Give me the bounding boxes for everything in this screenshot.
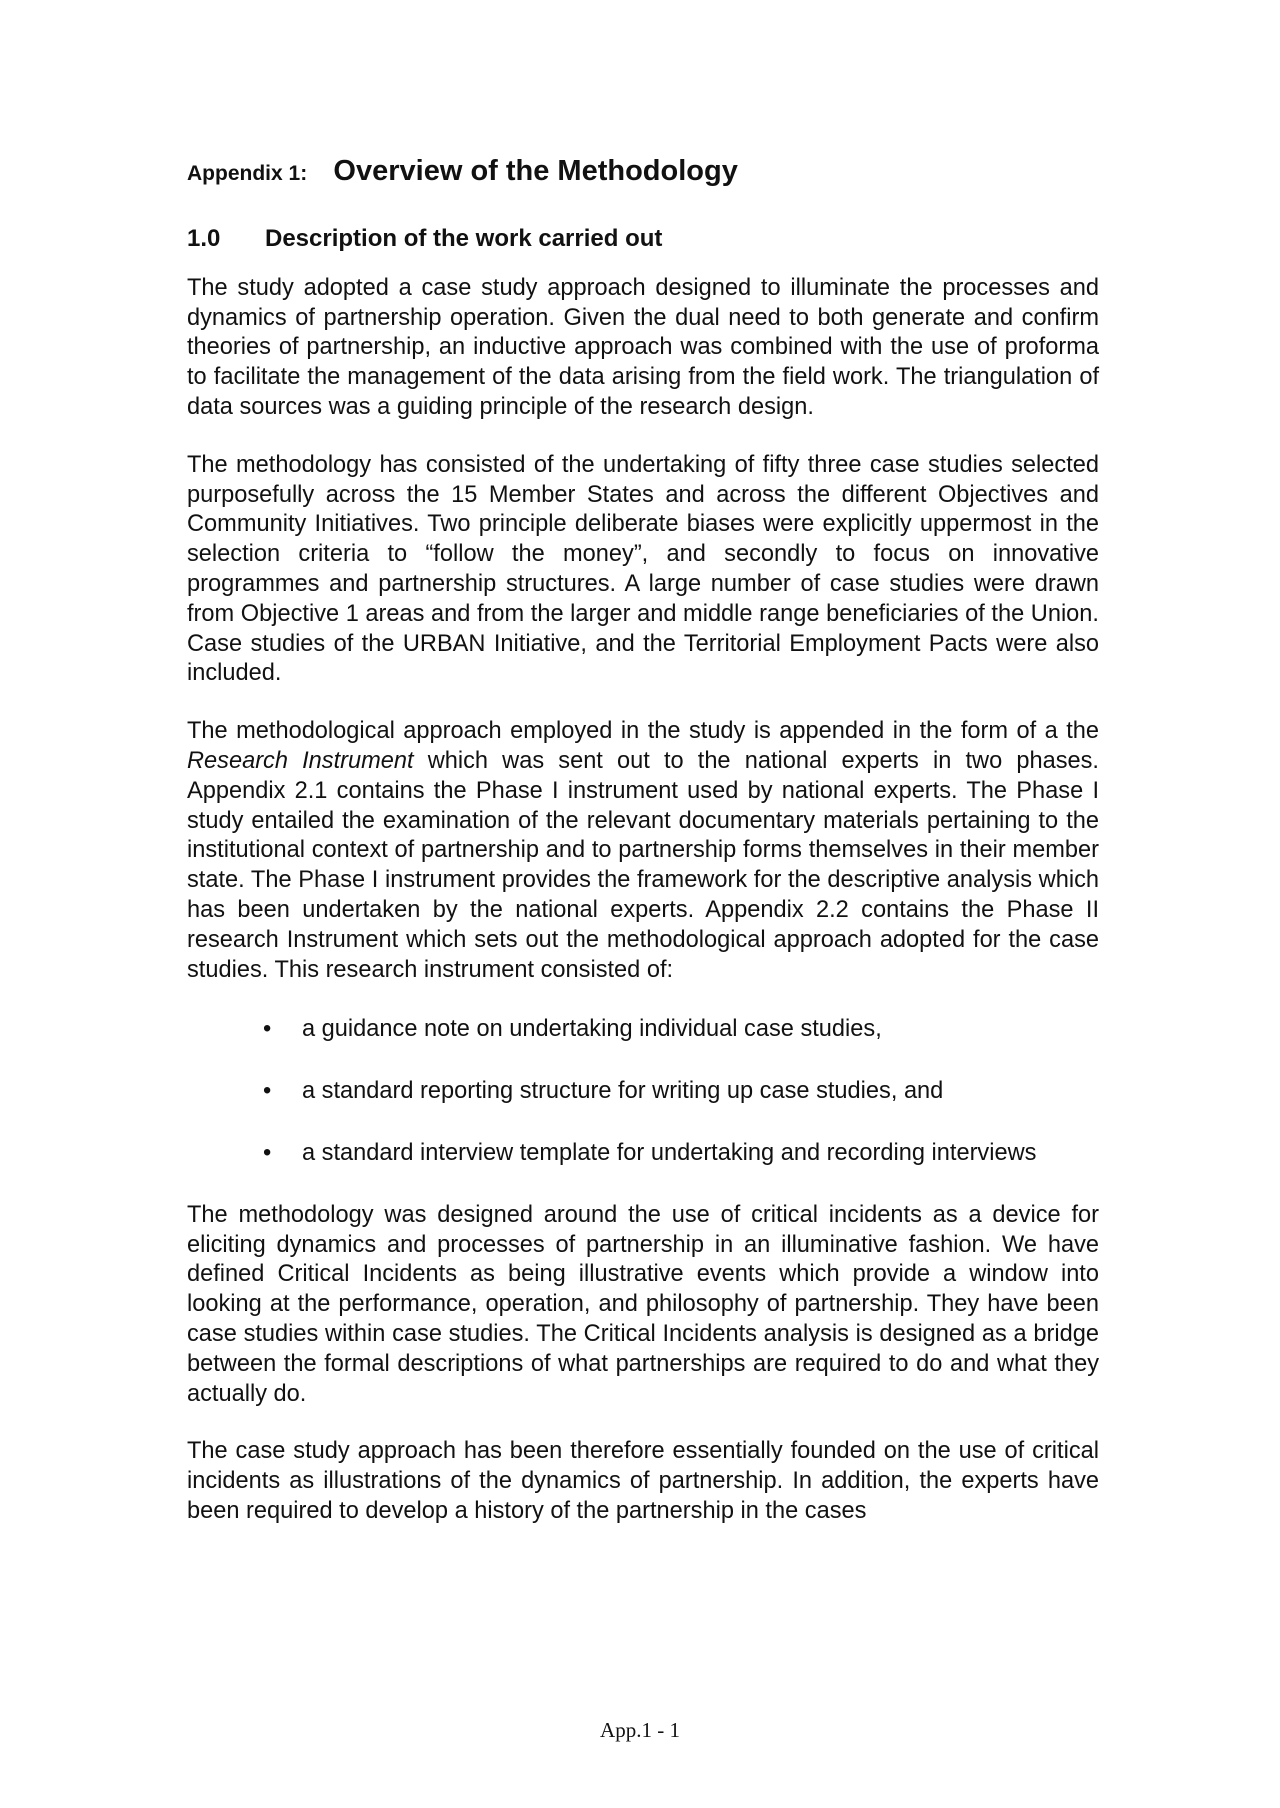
list-item [187, 1139, 1099, 1169]
paragraph-2: The methodology has consisted of the undertaking of fifty three case studies selected purposefully across the 15 Member States and across the different Objectives and Community Initiatives. Two principle deliberate biases were explicitly uppermost in the selection criteria to “follow the money”, and secondly to focus on innovative programmes and partnership structures. A large number of case studies were drawn from Objective 1 areas and from the larger and middle range beneficiaries of the Union. Case studies of the URBAN Initiative, and the Territorial Employment Pacts were also included. [187, 451, 1099, 687]
paragraph-3-end: which was sent out to the national experts in two phases. Appendix 2.1 contains the Phase I instrument used by national experts. The Phase I study entailed the examination of the relevant documentary materials pertaining to the institutional context of partnership and to partnership forms themselves in their member state. The Phase I instrument provides the framework for the descriptive analysis which has been undertaken by the national experts. Appendix 2.2 contains the Phase II research Instrument which sets out the methodological approach adopted for the case studies. This research instrument consisted of: [187, 747, 1099, 983]
page-footer: App.1 - 1 [600, 1718, 680, 1742]
section-number: 1.0 [187, 225, 221, 252]
paragraph-3-start: The methodological approach employed in the study is appended in the form of a the [187, 718, 1099, 745]
paragraph-3 [187, 717, 1099, 985]
appendix-prefix: Appendix 1 [187, 162, 301, 185]
bullet-marker: • [263, 1139, 272, 1166]
bullet-marker: • [263, 1016, 272, 1043]
bullet-marker: • [263, 1078, 272, 1105]
list-item [187, 1077, 1099, 1107]
appendix-colon: : [300, 162, 308, 185]
list-item-text: a standard interview template for undertaking and recording interviews [302, 1139, 1037, 1166]
appendix-heading [187, 150, 1099, 190]
section-title: Description of the work carried out [265, 225, 663, 252]
document-body [187, 150, 1099, 1527]
list-item [187, 1015, 1099, 1045]
paragraph-4: The methodology was designed around the use of critical incidents as a device for eliciting dynamics and processes of partnership in an illuminative fashion. We have defined Critical Incidents as being illustrative events which provide a window into looking at the performance, operation, and philosophy of partnership. They have been case studies within case studies. The Critical Incidents analysis is designed as a bridge between the formal descriptions of what partnerships are required to do and what they actually do. [187, 1201, 1099, 1407]
paragraph-3-italic: Research Instrument [187, 747, 414, 774]
paragraph-1: The study adopted a case study approach designed to illuminate the processes and dynamics of partnership operation. Given the dual need to both generate and confirm theories of partnership, an inductive approach was combined with the use of proforma to facilitate the management of the data arising from the field work. The triangulation of data sources was a guiding principle of the research design. [187, 274, 1099, 420]
section-heading [187, 224, 1099, 254]
list-item-text: a guidance note on undertaking individual case studies, [302, 1016, 882, 1043]
appendix-title: Overview of the Methodology [333, 155, 738, 187]
instrument-list [187, 1015, 1099, 1168]
list-item-text: a standard reporting structure for writing up case studies, and [302, 1078, 944, 1105]
paragraph-5: The case study approach has been therefore essentially founded on the use of critical incidents as illustrations of the dynamics of partnership. In addition, the experts have been required to develop a history of the partnership in the cases [187, 1438, 1099, 1524]
